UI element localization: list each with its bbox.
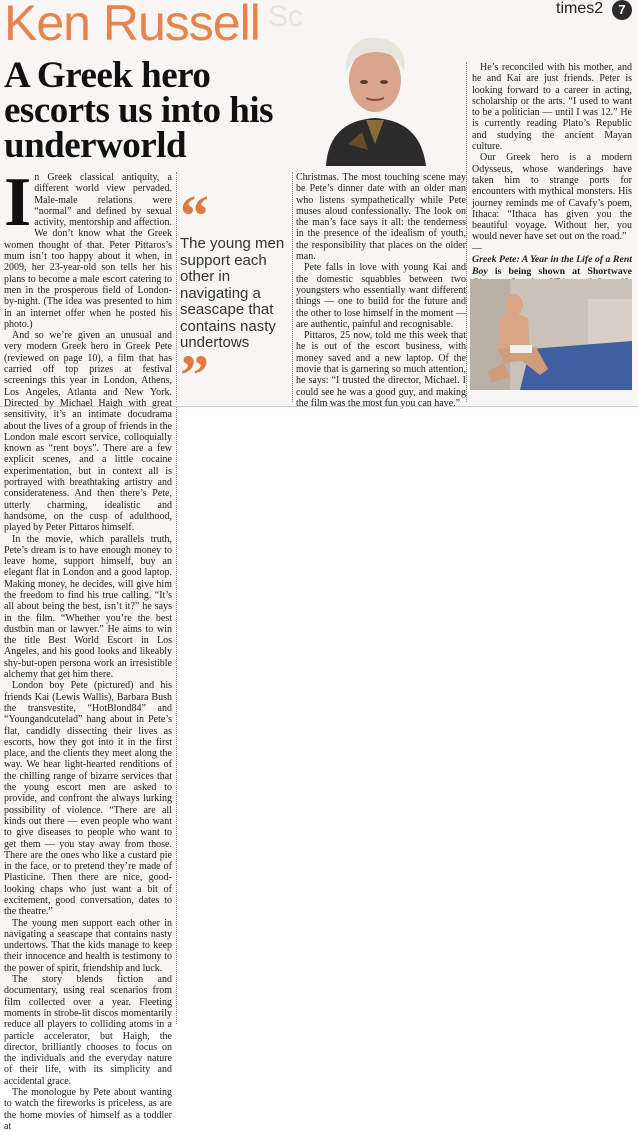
paragraph: n Greek classical antiquity, a different world view pervaded. Male-male relations were “normal” and defined by sexual activity, mentorship and affection. We don’t know what the Greek women thought of that. Peter Pittaros’s mum isn’t too happy about it when, in 2009, her 23-year-old son tells her his plans to become a male escort catering to men in the prosperous field of London-by-night. (The idea was presented to him in an internet offer when he posted his photo.) [4, 172, 172, 330]
pull-quote [180, 183, 288, 408]
paragraph: He’s reconciled with his mother, and he and Kai are just friends. Peter is looking forward to a career in acting, scholarship or the arts. “I used to want to be a politician — until I was 12.” He is currently reading Plato’s Republic and studying the ancient Mayan culture. [472, 62, 632, 153]
paragraph: The story blends fiction and documentary, using real scenarios from film collected over a year. Fleeting moments in strobe-lit discos momentarily reduce all players to colliding atoms in a particle accelerator, but Haigh, the director, brilliantly chooses to focus on the individuals and the everyday nature of their life, with its simplicity and accidental grace. [4, 974, 172, 1087]
divider: — [472, 242, 482, 254]
close-quote-icon: ” [180, 342, 209, 408]
article-column-3 [296, 172, 466, 409]
paragraph: London boy Pete (pictured) and his friends Kai (Lewis Wallis), Barbara Bush the transvestite, “HotBlond84” and “Youngandcutelad” hang about in Pete’s flat, candidly dissecting their lives as escorts, how they got into it in the first place, and the clients they meet along the way. We hear light-hearted renditions of the chilling range of bizarre services that the young escort men are asked to provide, and confront the always lurking possibility of violence. “There are all kinds out there — even people who want to give diseases to people who want to get them — you stay away from those. There are the ones who like a custard pie in the face, or to pretend they’re made of Plasticine. Then there are nice, good-looking chaps who just want a bit of excitement, good conversation, dates to the theatre.” [4, 680, 172, 918]
column-rule [176, 406, 177, 1024]
film-still-photo [470, 279, 632, 390]
screening-details: is being shown at Shortwave [494, 265, 632, 277]
byline: Ken Russell [4, 0, 260, 51]
paragraph: In the movie, which parallels truth, Pete’s dream is to have enough money to leave home, support himself, buy an elegant flat in London and a good laptop. Making money, he decides, will give him the freedom to find his true calling. “It’s all about being the best, isn’t it?” he says in the film. “Whether you’re the best dustbin man or lawyer.” He aims to win the title Best World Escort in Los Angeles, and his good looks and likeably shy-but-open persona work an irresistible alchemy that get him there. [4, 533, 172, 681]
article-column-1 [4, 164, 173, 1132]
paragraph: Pete falls in love with young Kai and the domestic squabbles between two youngsters who essentially want different things — one to build for the future and the other to lose himself in the moment — are authentic, painful and recognisable. [296, 262, 466, 330]
drop-cap: I [4, 164, 32, 241]
film-title: Greek Pete: A Year in the Life of a Rent Boy [472, 254, 632, 277]
paragraph: The young men support each other in navigating a seascape that contains nasty undertows. That the kids manage to keep their innocence and health is testimony to the power of spirit, friendship and luck. [4, 917, 172, 974]
portrait-photo [318, 32, 432, 166]
column-rule [176, 172, 177, 402]
paragraph: Pittaros, 25 now, told me this week that he is out of the escort business, with money saved and a new laptop. Of the movie that is garnering so much attention, he says: “I trusted the director, Michael. I could see he was a good guy, and making the film was the most fun you can have.” [296, 330, 466, 409]
open-quote-icon: “ [180, 183, 209, 248]
paragraph: Our Greek hero is a modern Odysseus, whose wanderings have taken him to strange ports for encounters with mythical monsters. His journey reminds me of Cavafy’s poem, Ithaca: “Ithaca has given you the beautiful voyage. Without her, you would never have set out on the road.” [472, 152, 632, 243]
headline: A Greek hero escorts us into his underworld [4, 55, 274, 166]
section-label: times2 [556, 0, 604, 17]
faded-adjacent-headline: Sc [268, 0, 304, 33]
column-rule [466, 62, 467, 402]
page-number-badge: 7 [612, 0, 632, 20]
paragraph: And so we’re given an unusual and very modern Greek hero in Greek Pete (reviewed on page 10), a film that has carried off top prizes at festival screenings this year in London, Athens, Los Angeles, Atlanta and New York. Directed by Michael Haigh with great sensitivity, it’s an intimate docudrama about the lives of a group of friends in the London male escort service, colloquially known as “rent boys”. There are a few explicit scenes, and a little cocaine experimentation, but in context all is portrayed with breathtaking artistry and considerateness. And then there’s Pete, utterly charming, idealistic and handsome, on the cusp of adulthood, played by Peter Pittaros himself. [4, 330, 173, 534]
clipping-edge [0, 402, 638, 407]
column-rule [292, 172, 293, 402]
paragraph: The monologue by Pete about wanting to watch the fireworks is priceless, as are the home movies of himself as a toddler at [4, 1087, 172, 1132]
paragraph: Christmas. The most touching scene may be Pete’s dinner date with an older man who listens sympathetically while Pete muses aloud confessionally. The look on the man’s face says it all: the tenderness in the presence of the idealism of youth, the responsibility that places on the older man. [296, 172, 466, 263]
pull-quote-text: The young men support each other in navigating a seascape that contains nasty undertows [180, 235, 285, 351]
